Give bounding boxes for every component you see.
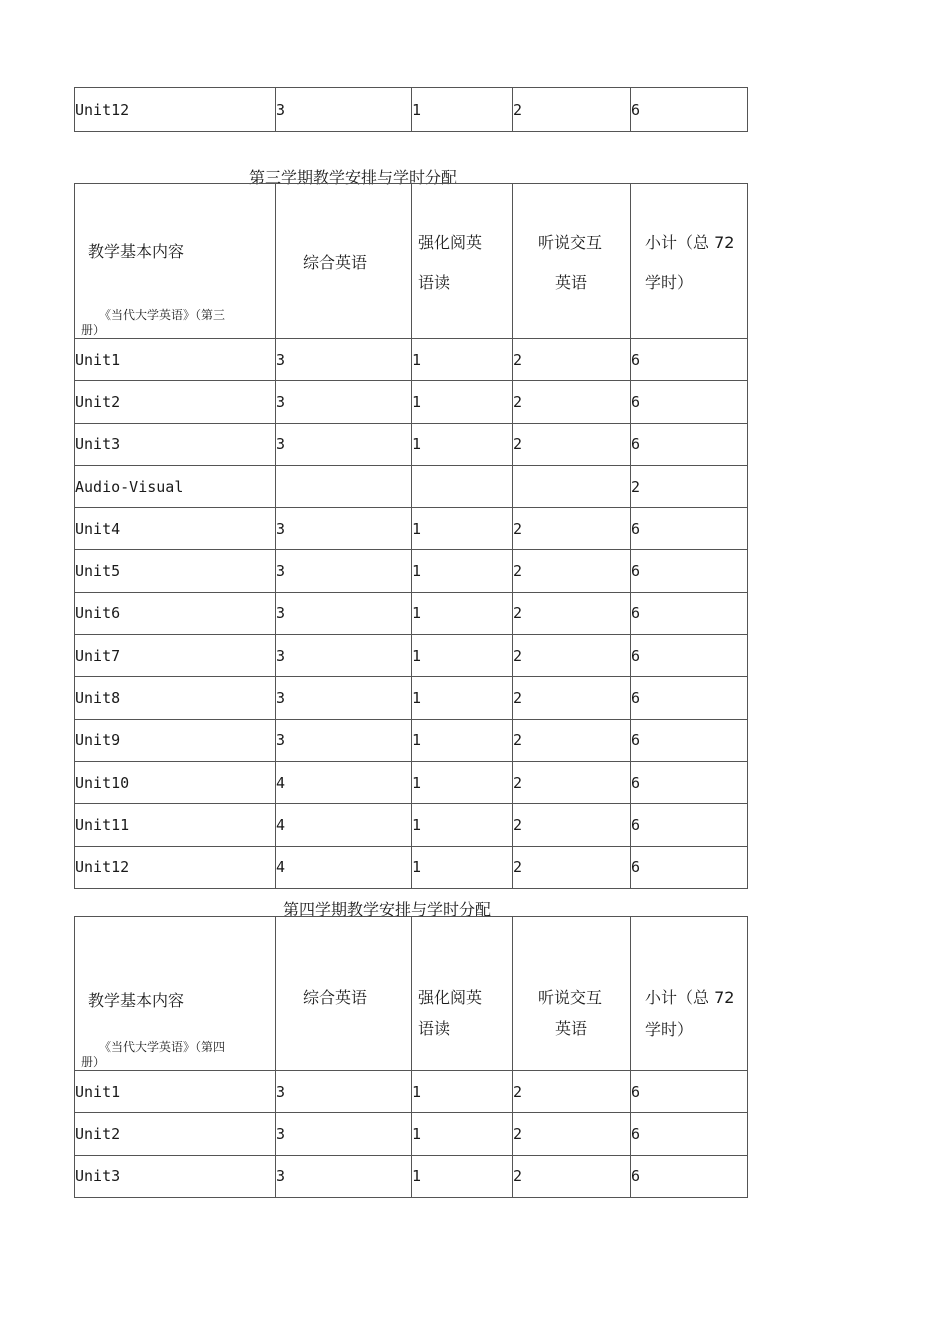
table-row (75, 465, 748, 507)
row-label: Unit10 (75, 761, 276, 803)
cell-comprehensive: 3 (276, 1113, 412, 1155)
cell-listening: 2 (513, 719, 631, 761)
header-listening-line2: 英语 (555, 1019, 588, 1038)
cell-subtotal: 6 (631, 1071, 748, 1113)
cell-listening: 2 (513, 381, 631, 423)
header-reading (412, 917, 513, 1071)
table-row (75, 719, 748, 761)
cell-listening: 2 (513, 1113, 631, 1155)
row-label: Unit4 (75, 508, 276, 550)
row-label: Unit5 (75, 550, 276, 592)
header-listening-line1: 听说交互 (538, 233, 603, 252)
header-reading (412, 184, 513, 339)
header-reading-line2: 语读 (418, 1019, 451, 1038)
header-subtotal-line2: 学时） (645, 273, 694, 292)
cell-listening: 2 (513, 677, 631, 719)
cell-comprehensive: 4 (276, 804, 412, 846)
cell-reading: 1 (412, 719, 513, 761)
header-comprehensive (276, 917, 412, 1071)
cell-reading: 1 (412, 677, 513, 719)
cell-subtotal: 6 (631, 719, 748, 761)
table-row (75, 761, 748, 803)
cell-subtotal: 6 (631, 635, 748, 677)
table-row (75, 677, 748, 719)
header-content (75, 917, 276, 1071)
header-subtotal-line2: 学时） (645, 1020, 694, 1039)
cell-listening: 2 (513, 804, 631, 846)
sem4-title: 第四学期教学安排与学时分配 (283, 900, 492, 919)
cell-subtotal: 6 (631, 508, 748, 550)
table-row (75, 339, 748, 381)
cell-comprehensive: 3 (276, 592, 412, 634)
cell-reading: 1 (412, 761, 513, 803)
row-label: Unit7 (75, 635, 276, 677)
cell-listening: 2 (513, 592, 631, 634)
row-label: Unit12 (75, 88, 276, 132)
cell-listening: 2 (513, 508, 631, 550)
cell-reading (412, 465, 513, 507)
cell-comprehensive: 3 (276, 719, 412, 761)
row-label: Unit2 (75, 381, 276, 423)
row-label: Unit1 (75, 339, 276, 381)
header-listening (513, 184, 631, 339)
cell-subtotal: 6 (631, 550, 748, 592)
header-subtotal-line1: 小计（总 72 (645, 233, 735, 252)
sem3-table (74, 183, 748, 889)
row-label: Unit6 (75, 592, 276, 634)
header-book-line2: 册） (81, 1055, 106, 1069)
cell-comprehensive: 4 (276, 761, 412, 803)
cell-subtotal: 6 (631, 339, 748, 381)
row-label: Unit1 (75, 1071, 276, 1113)
top-table (74, 87, 748, 132)
cell-subtotal: 6 (631, 804, 748, 846)
cell-subtotal: 6 (631, 677, 748, 719)
header-comprehensive-label: 综合英语 (303, 988, 368, 1007)
header-listening (513, 917, 631, 1071)
cell-listening: 2 (513, 339, 631, 381)
cell-subtotal: 6 (631, 423, 748, 465)
table-row (75, 423, 748, 465)
cell-comprehensive: 3 (276, 339, 412, 381)
cell-subtotal: 6 (631, 88, 748, 132)
cell-listening: 2 (513, 761, 631, 803)
cell-reading: 1 (412, 508, 513, 550)
header-comprehensive-label: 综合英语 (303, 253, 368, 272)
table-row (75, 1071, 748, 1113)
row-label: Unit2 (75, 1113, 276, 1155)
table-row (75, 804, 748, 846)
row-label: Unit12 (75, 846, 276, 888)
cell-reading: 1 (412, 635, 513, 677)
cell-comprehensive: 3 (276, 1071, 412, 1113)
cell-reading: 1 (412, 423, 513, 465)
cell-subtotal: 6 (631, 1155, 748, 1197)
cell-reading: 1 (412, 592, 513, 634)
header-subtotal (631, 184, 748, 339)
header-book-line1: 《当代大学英语》（第四 (99, 1040, 226, 1054)
row-label: Audio-Visual (75, 465, 276, 507)
table-row (75, 381, 748, 423)
cell-comprehensive: 4 (276, 846, 412, 888)
header-reading-line1: 强化阅英 (418, 988, 483, 1007)
sem4-body (75, 1071, 748, 1198)
cell-listening: 2 (513, 1071, 631, 1113)
cell-comprehensive: 3 (276, 550, 412, 592)
cell-comprehensive: 3 (276, 1155, 412, 1197)
header-row (75, 917, 748, 1071)
header-book (81, 308, 261, 338)
cell-subtotal: 2 (631, 465, 748, 507)
cell-reading: 1 (412, 1113, 513, 1155)
row-label: Unit3 (75, 423, 276, 465)
header-content (75, 184, 276, 339)
row-label: Unit3 (75, 1155, 276, 1197)
header-book-line1: 《当代大学英语》（第三 (99, 308, 226, 322)
header-reading-line1: 强化阅英 (418, 233, 483, 252)
cell-listening: 2 (513, 550, 631, 592)
sem3-body (75, 339, 748, 889)
cell-comprehensive: 3 (276, 677, 412, 719)
cell-listening: 2 (513, 88, 631, 132)
header-subtotal-line1: 小计（总 72 (645, 988, 735, 1007)
header-book-line2: 册） (81, 323, 106, 337)
cell-comprehensive: 3 (276, 635, 412, 677)
cell-reading: 1 (412, 846, 513, 888)
row-label: Unit11 (75, 804, 276, 846)
header-listening-line1: 听说交互 (538, 988, 603, 1007)
cell-comprehensive: 3 (276, 88, 412, 132)
cell-comprehensive (276, 465, 412, 507)
cell-comprehensive: 3 (276, 381, 412, 423)
cell-listening (513, 465, 631, 507)
table-row (75, 550, 748, 592)
table-row (75, 846, 748, 888)
table-row (75, 1113, 748, 1155)
cell-listening: 2 (513, 1155, 631, 1197)
row-label: Unit8 (75, 677, 276, 719)
cell-reading: 1 (412, 88, 513, 132)
header-content-label: 教学基本内容 (88, 242, 185, 261)
cell-subtotal: 6 (631, 592, 748, 634)
header-subtotal (631, 917, 748, 1071)
row-label: Unit9 (75, 719, 276, 761)
table-row (75, 592, 748, 634)
cell-comprehensive: 3 (276, 508, 412, 550)
cell-reading: 1 (412, 550, 513, 592)
cell-reading: 1 (412, 381, 513, 423)
table-row (75, 88, 748, 132)
header-content-label: 教学基本内容 (88, 991, 185, 1010)
cell-subtotal: 6 (631, 381, 748, 423)
table-row (75, 1155, 748, 1197)
table-row (75, 635, 748, 677)
cell-reading: 1 (412, 804, 513, 846)
sem3-title: 第三学期教学安排与学时分配 (249, 168, 458, 187)
header-listening-line2: 英语 (555, 273, 588, 292)
table-row (75, 508, 748, 550)
cell-reading: 1 (412, 339, 513, 381)
cell-listening: 2 (513, 423, 631, 465)
header-comprehensive (276, 184, 412, 339)
cell-subtotal: 6 (631, 1113, 748, 1155)
cell-comprehensive: 3 (276, 423, 412, 465)
cell-subtotal: 6 (631, 761, 748, 803)
cell-reading: 1 (412, 1071, 513, 1113)
cell-listening: 2 (513, 635, 631, 677)
header-row (75, 184, 748, 339)
header-reading-line2: 语读 (418, 273, 451, 292)
cell-reading: 1 (412, 1155, 513, 1197)
cell-subtotal: 6 (631, 846, 748, 888)
sem4-table (74, 916, 748, 1198)
cell-listening: 2 (513, 846, 631, 888)
header-book (81, 1040, 261, 1070)
